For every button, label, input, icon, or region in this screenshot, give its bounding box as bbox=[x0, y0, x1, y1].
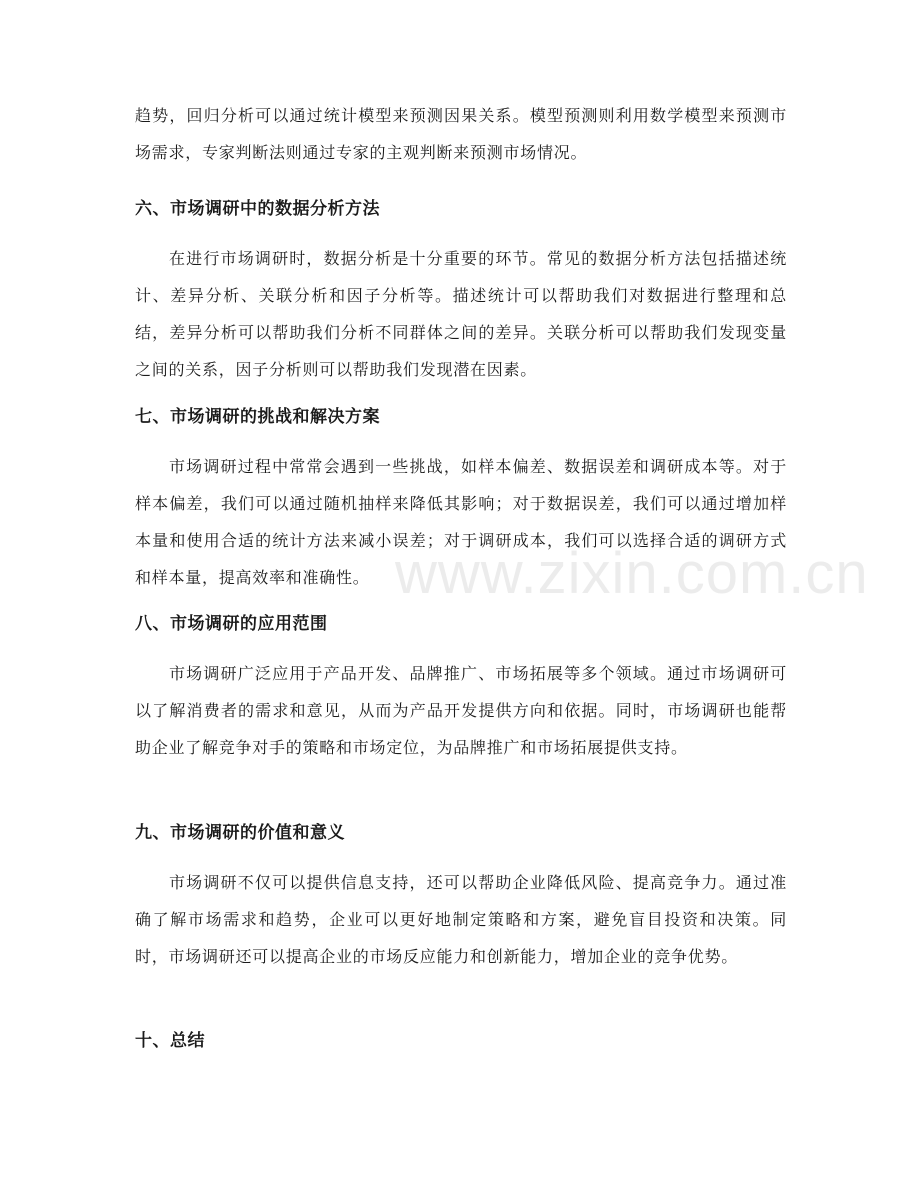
section-7-body: 市场调研过程中常常会遇到一些挑战，如样本偏差、数据误差和调研成本等。对于样本偏差，我们可以通过随机抽样来降低其影响；对于数据误差，我们可以通过增加样本量和使用合适的统计方法来减小误差；对于调研成本，我们可以选择合适的调研方式和样本量，提高效率和准确性。 bbox=[135, 457, 787, 587]
watermark-text: www.zixin.com.cn bbox=[395, 541, 869, 606]
section-7-heading: 七、市场调研的挑战和解决方案 bbox=[135, 407, 380, 427]
intro-continuation-paragraph: 趋势，回归分析可以通过统计模型来预测因果关系。模型预测则利用数学模型来预测市场需求，专家判断法则通过专家的主观判断来预测市场情况。 bbox=[135, 106, 787, 162]
section-10-heading: 十、总结 bbox=[135, 1031, 205, 1051]
section-9-heading: 九、市场调研的价值和意义 bbox=[135, 823, 345, 843]
section-6-body: 在进行市场调研时，数据分析是十分重要的环节。常见的数据分析方法包括描述统计、差异分析、关联分析和因子分析等。描述统计可以帮助我们对数据进行整理和总结，差异分析可以帮助我们分析不同群体之间的差异。关联分析可以帮助我们发现变量之间的关系，因子分析则可以帮助我们发现潜在因素。 bbox=[135, 249, 787, 379]
section-8-heading: 八、市场调研的应用范围 bbox=[135, 614, 328, 634]
section-8-body: 市场调研广泛应用于产品开发、品牌推广、市场拓展等多个领域。通过市场调研可以了解消费者的需求和意见，从而为产品开发提供方向和依据。同时，市场调研也能帮助企业了解竞争对手的策略和市场定位，为品牌推广和市场拓展提供支持。 bbox=[135, 664, 787, 757]
section-9-body: 市场调研不仅可以提供信息支持，还可以帮助企业降低风险、提高竞争力。通过准确了解市场需求和趋势，企业可以更好地制定策略和方案，避免盲目投资和决策。同时，市场调研还可以提高企业的市场反应能力和创新能力，增加企业的竞争优势。 bbox=[135, 873, 787, 966]
section-6-heading: 六、市场调研中的数据分析方法 bbox=[135, 199, 380, 219]
